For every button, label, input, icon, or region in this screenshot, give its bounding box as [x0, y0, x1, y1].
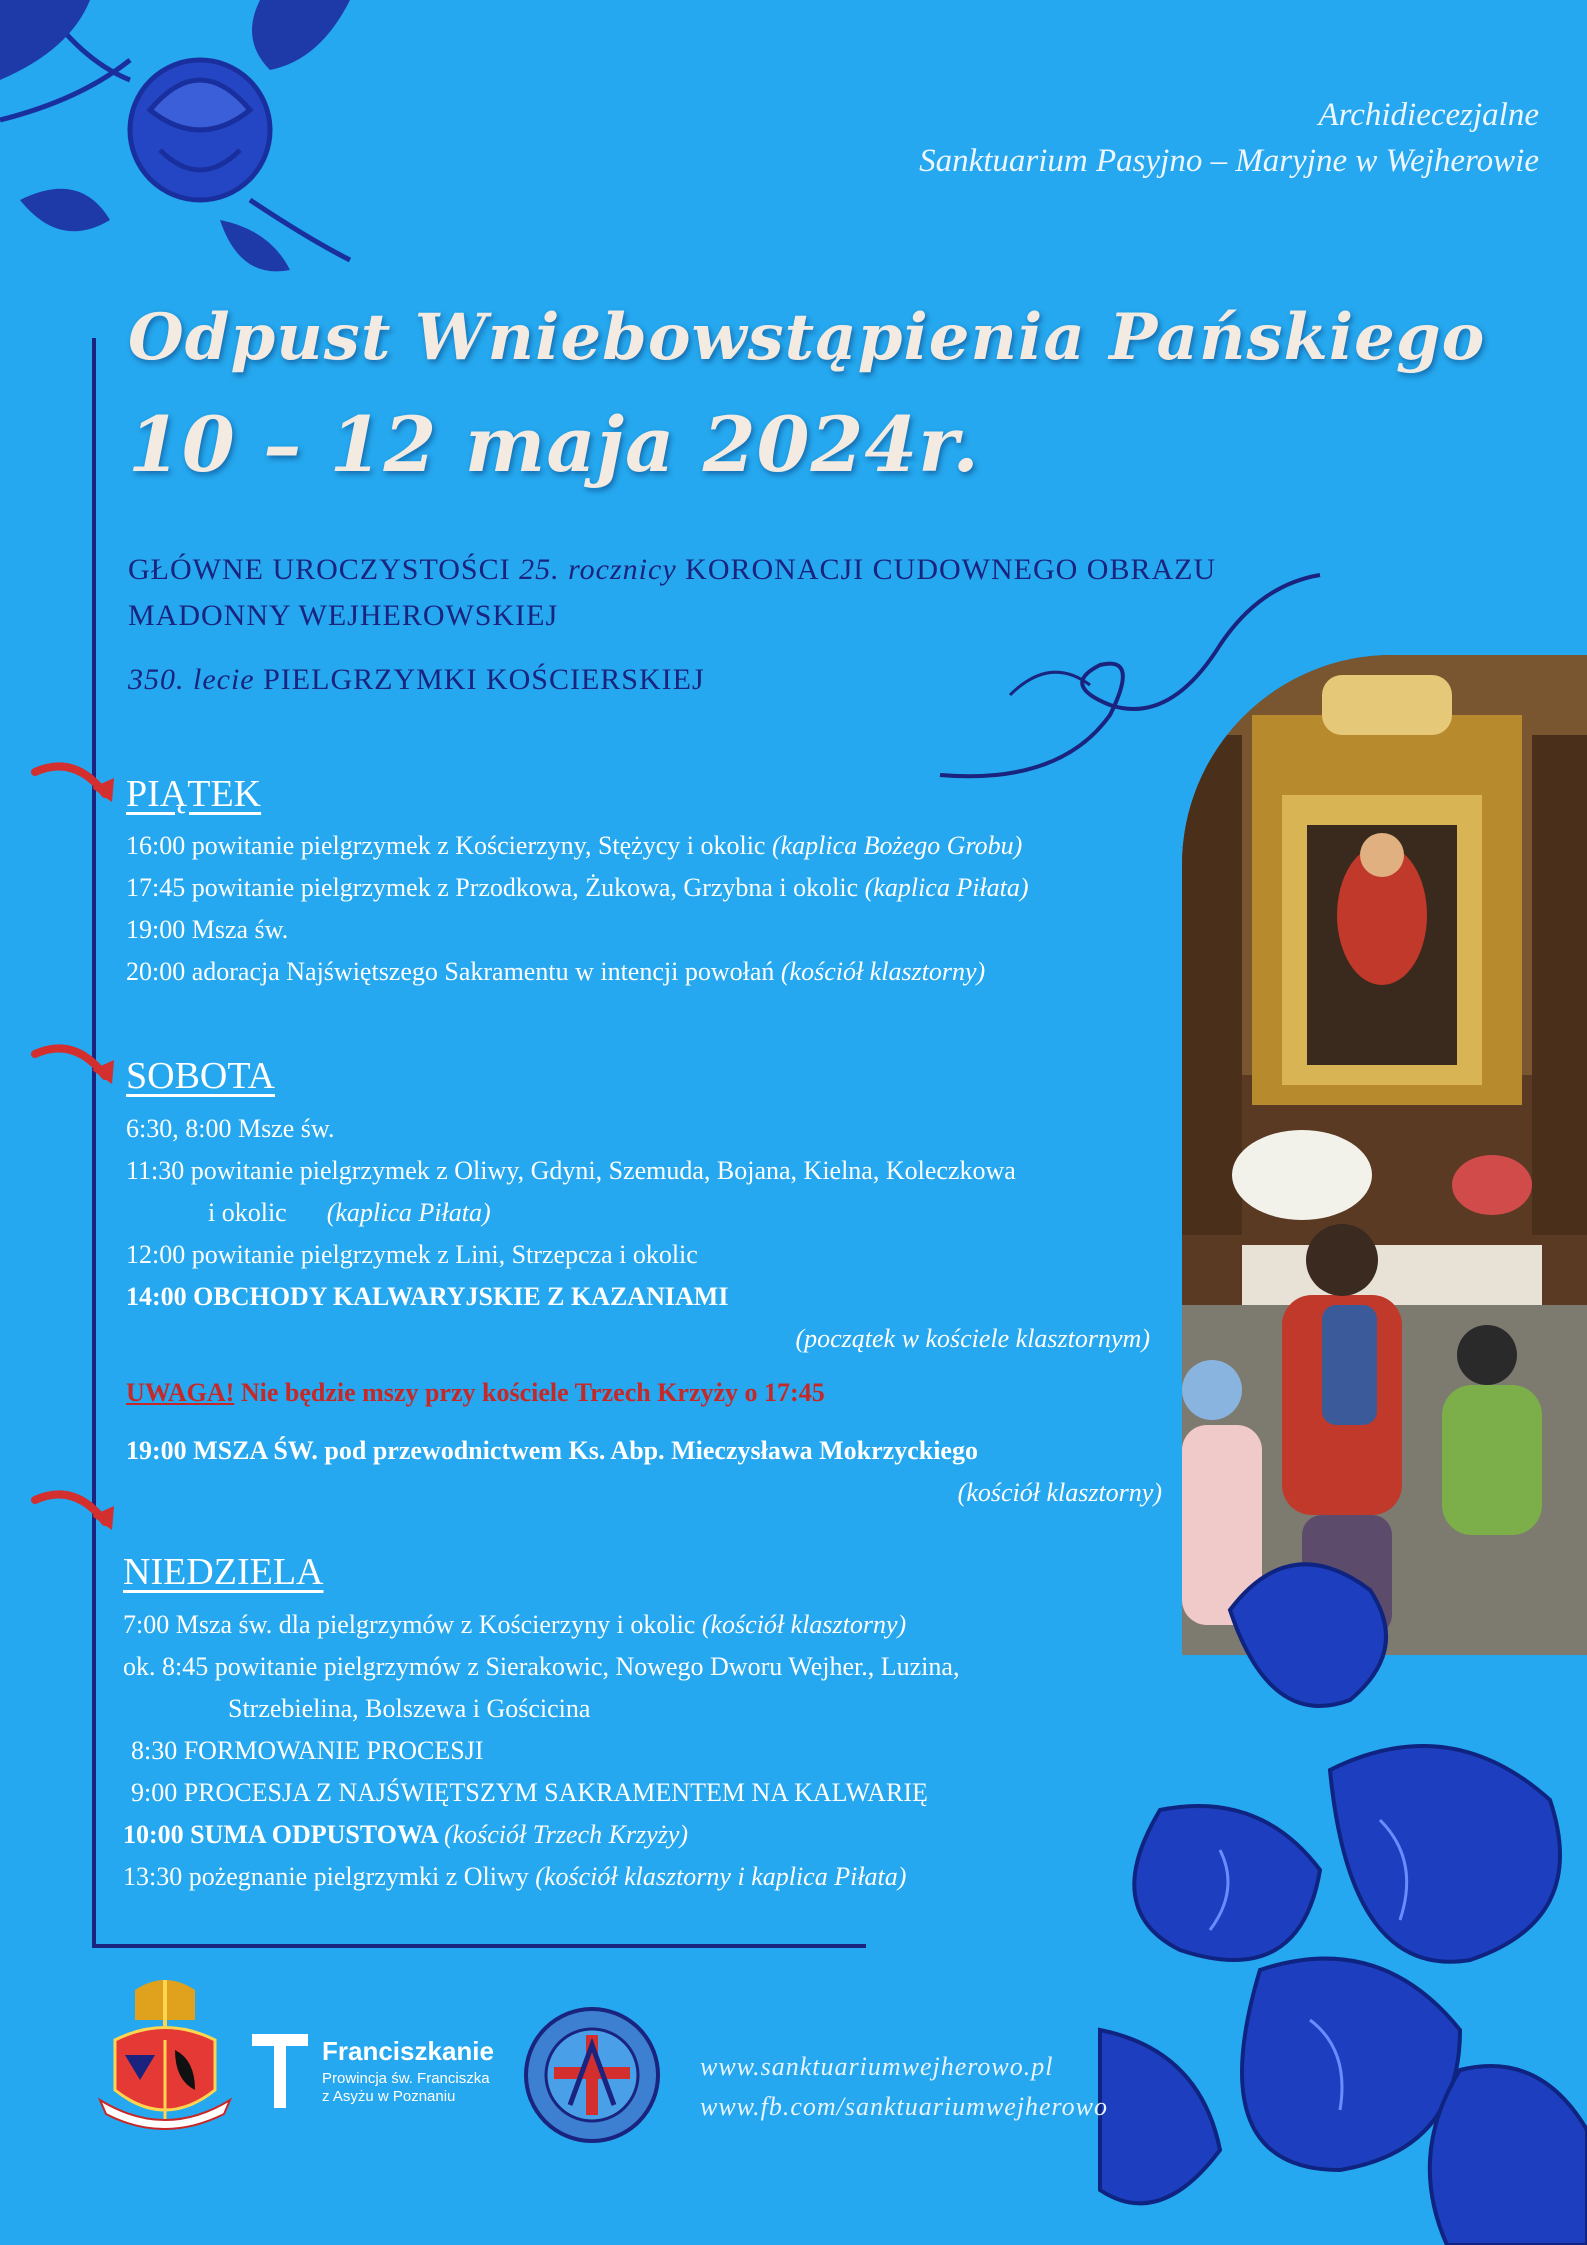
saturday-row-3-b: (kaplica Piłata): [326, 1198, 491, 1227]
franciscan-logo: [250, 2030, 510, 2130]
saturday-schedule: [126, 1108, 1016, 1318]
sunday-row-6: [123, 1814, 959, 1856]
subtitle-line2: MADONNY WEJHEROWSKIEJ: [128, 599, 559, 632]
friday-row-2-text: 17:45 powitanie pielgrzymek z Przodkowa, Żukowa, Grzybna i okolic: [126, 873, 865, 902]
friday-row-2-note: (kaplica Piłata): [864, 873, 1029, 902]
subtitle-line1-b: 25. rocznicy: [519, 553, 677, 586]
sunday-row-7: [123, 1856, 959, 1898]
sunday-row-7-b: (kościół klasztorny i kaplica Piłata): [535, 1862, 907, 1891]
saturday-row-4: 12:00 powitanie pielgrzymek z Lini, Strzepcza i okolic: [126, 1240, 698, 1269]
friday-heading: PIĄTEK: [126, 773, 262, 815]
frame-line-horizontal: [92, 1944, 866, 1948]
facebook-link[interactable]: www.fb.com/sanktuariumwejherowo: [700, 2092, 1108, 2121]
sunday-row-1-b: (kościół klasztorny): [701, 1610, 907, 1639]
sanctuary-name-line2: Sanktuarium Pasyjno – Maryjne w Wejherowie: [919, 143, 1539, 179]
franciscan-sub-line1: Prowincja św. Franciszka: [322, 2070, 490, 2087]
sunday-row-1: [123, 1604, 959, 1646]
sunday-row-4: 8:30 FORMOWANIE PROCESJI: [131, 1736, 484, 1765]
warning-label: UWAGA!: [126, 1378, 235, 1407]
saturday-heading: SOBOTA: [126, 1055, 275, 1097]
event-dates: 10 – 12 maja 2024r.: [128, 400, 980, 489]
subtitle-line3-a: 350. lecie: [128, 663, 255, 696]
arrow-icon-saturday: [30, 1042, 120, 1092]
saturday-row-3-a: i okolic: [208, 1198, 287, 1227]
warning-text: Nie będzie mszy przy kościele Trzech Krzyży o 17:45: [234, 1378, 825, 1407]
sunday-heading: NIEDZIELA: [123, 1551, 324, 1593]
friday-row-4-text: 20:00 adoracja Najświętszego Sakramentu w intencji powołań: [126, 957, 781, 986]
subtitle-line1-a: GŁÓWNE UROCZYSTOŚCI: [128, 553, 520, 586]
saturday-row-3: [126, 1192, 1016, 1234]
friday-row-4: [126, 951, 1029, 993]
friday-row-3: [126, 909, 1029, 951]
sanctuary-name: [919, 92, 1539, 184]
sunday-row-3: Strzebielina, Bolszewa i Gościcina: [228, 1694, 591, 1723]
saturday-row-8: [958, 1472, 1162, 1514]
rose-decoration-top: [0, 0, 360, 320]
franciscan-subtitle: [322, 2070, 490, 2106]
sunday-row-2: ok. 8:45 powitanie pielgrzymów z Sierakowic, Nowego Dworu Wejher., Luzina,: [123, 1652, 960, 1681]
sanctuary-name-line1: Archidiecezjalne: [1318, 97, 1539, 133]
friday-schedule: [126, 825, 1029, 993]
flower-decoration-bottom: [1080, 1550, 1587, 2245]
sunday-row-6-b: (kościół Trzech Krzyży): [443, 1820, 689, 1849]
sunday-row-1-a: 7:00 Msza św. dla pielgrzymów z Kościerzyny i okolic: [123, 1610, 702, 1639]
saturday-warning: [126, 1378, 825, 1408]
sunday-schedule: [123, 1604, 959, 1898]
saturday-row-5: 14:00 OBCHODY KALWARYJSKIE Z KAZANIAMI: [126, 1282, 729, 1311]
friday-row-2: [126, 867, 1029, 909]
frame-line-vertical: [92, 338, 96, 1948]
website-link[interactable]: www.sanktuariumwejherowo.pl: [700, 2052, 1054, 2081]
event-title: Odpust Wniebowstąpienia Pańskiego: [128, 300, 1486, 375]
tau-icon: [250, 2030, 310, 2110]
sunday-row-5: 9:00 PROCESJA Z NAJŚWIĘTSZYM SAKRAMENTEM NA KALWARIĘ: [131, 1778, 928, 1807]
arrow-icon-friday: [30, 760, 120, 810]
subtitle-line3-b: PIELGRZYMKI KOŚCIERSKIEJ: [254, 663, 705, 696]
friday-row-1-note: (kaplica Bożego Grobu): [771, 831, 1023, 860]
saturday-row-2: 11:30 powitanie pielgrzymek z Oliwy, Gdyni, Szemuda, Bojana, Kielna, Koleczkowa: [126, 1156, 1016, 1185]
friday-row-1-text: 16:00 powitanie pielgrzymek z Kościerzyny, Stężycy i okolic: [126, 831, 772, 860]
arrow-icon-sunday: [30, 1488, 120, 1538]
saturday-row-6-note: (początek w kościele klasztornym): [795, 1324, 1150, 1353]
archdiocese-crest: [95, 1980, 235, 2130]
friday-row-1: [126, 825, 1029, 867]
saturday-row-7: 19:00 MSZA ŚW. pod przewodnictwem Ks. Abp. Mieczysława Mokrzyckiego: [126, 1436, 978, 1465]
saturday-row-1: 6:30, 8:00 Msze św.: [126, 1114, 335, 1143]
sanctuary-seal: [522, 2005, 662, 2145]
subtitle-line1-c: KORONACJI CUDOWNEGO OBRAZU: [676, 553, 1217, 586]
saturday-row-8-note: (kościół klasztorny): [957, 1478, 1162, 1507]
franciscan-name: Franciszkanie: [322, 2036, 494, 2066]
friday-row-4-note: (kościół klasztorny): [780, 957, 986, 986]
church-photo: [1182, 655, 1587, 1655]
saturday-row-6: [795, 1318, 1150, 1360]
sunday-row-6-a: 10:00 SUMA ODPUSTOWA: [123, 1820, 444, 1849]
franciscan-sub-line2: z Asyżu w Poznaniu: [322, 2088, 456, 2105]
subtitle-line3: [128, 663, 705, 697]
friday-row-3-text: 19:00 Msza św.: [126, 915, 289, 944]
sunday-row-7-a: 13:30 pożegnanie pielgrzymki z Oliwy: [123, 1862, 536, 1891]
